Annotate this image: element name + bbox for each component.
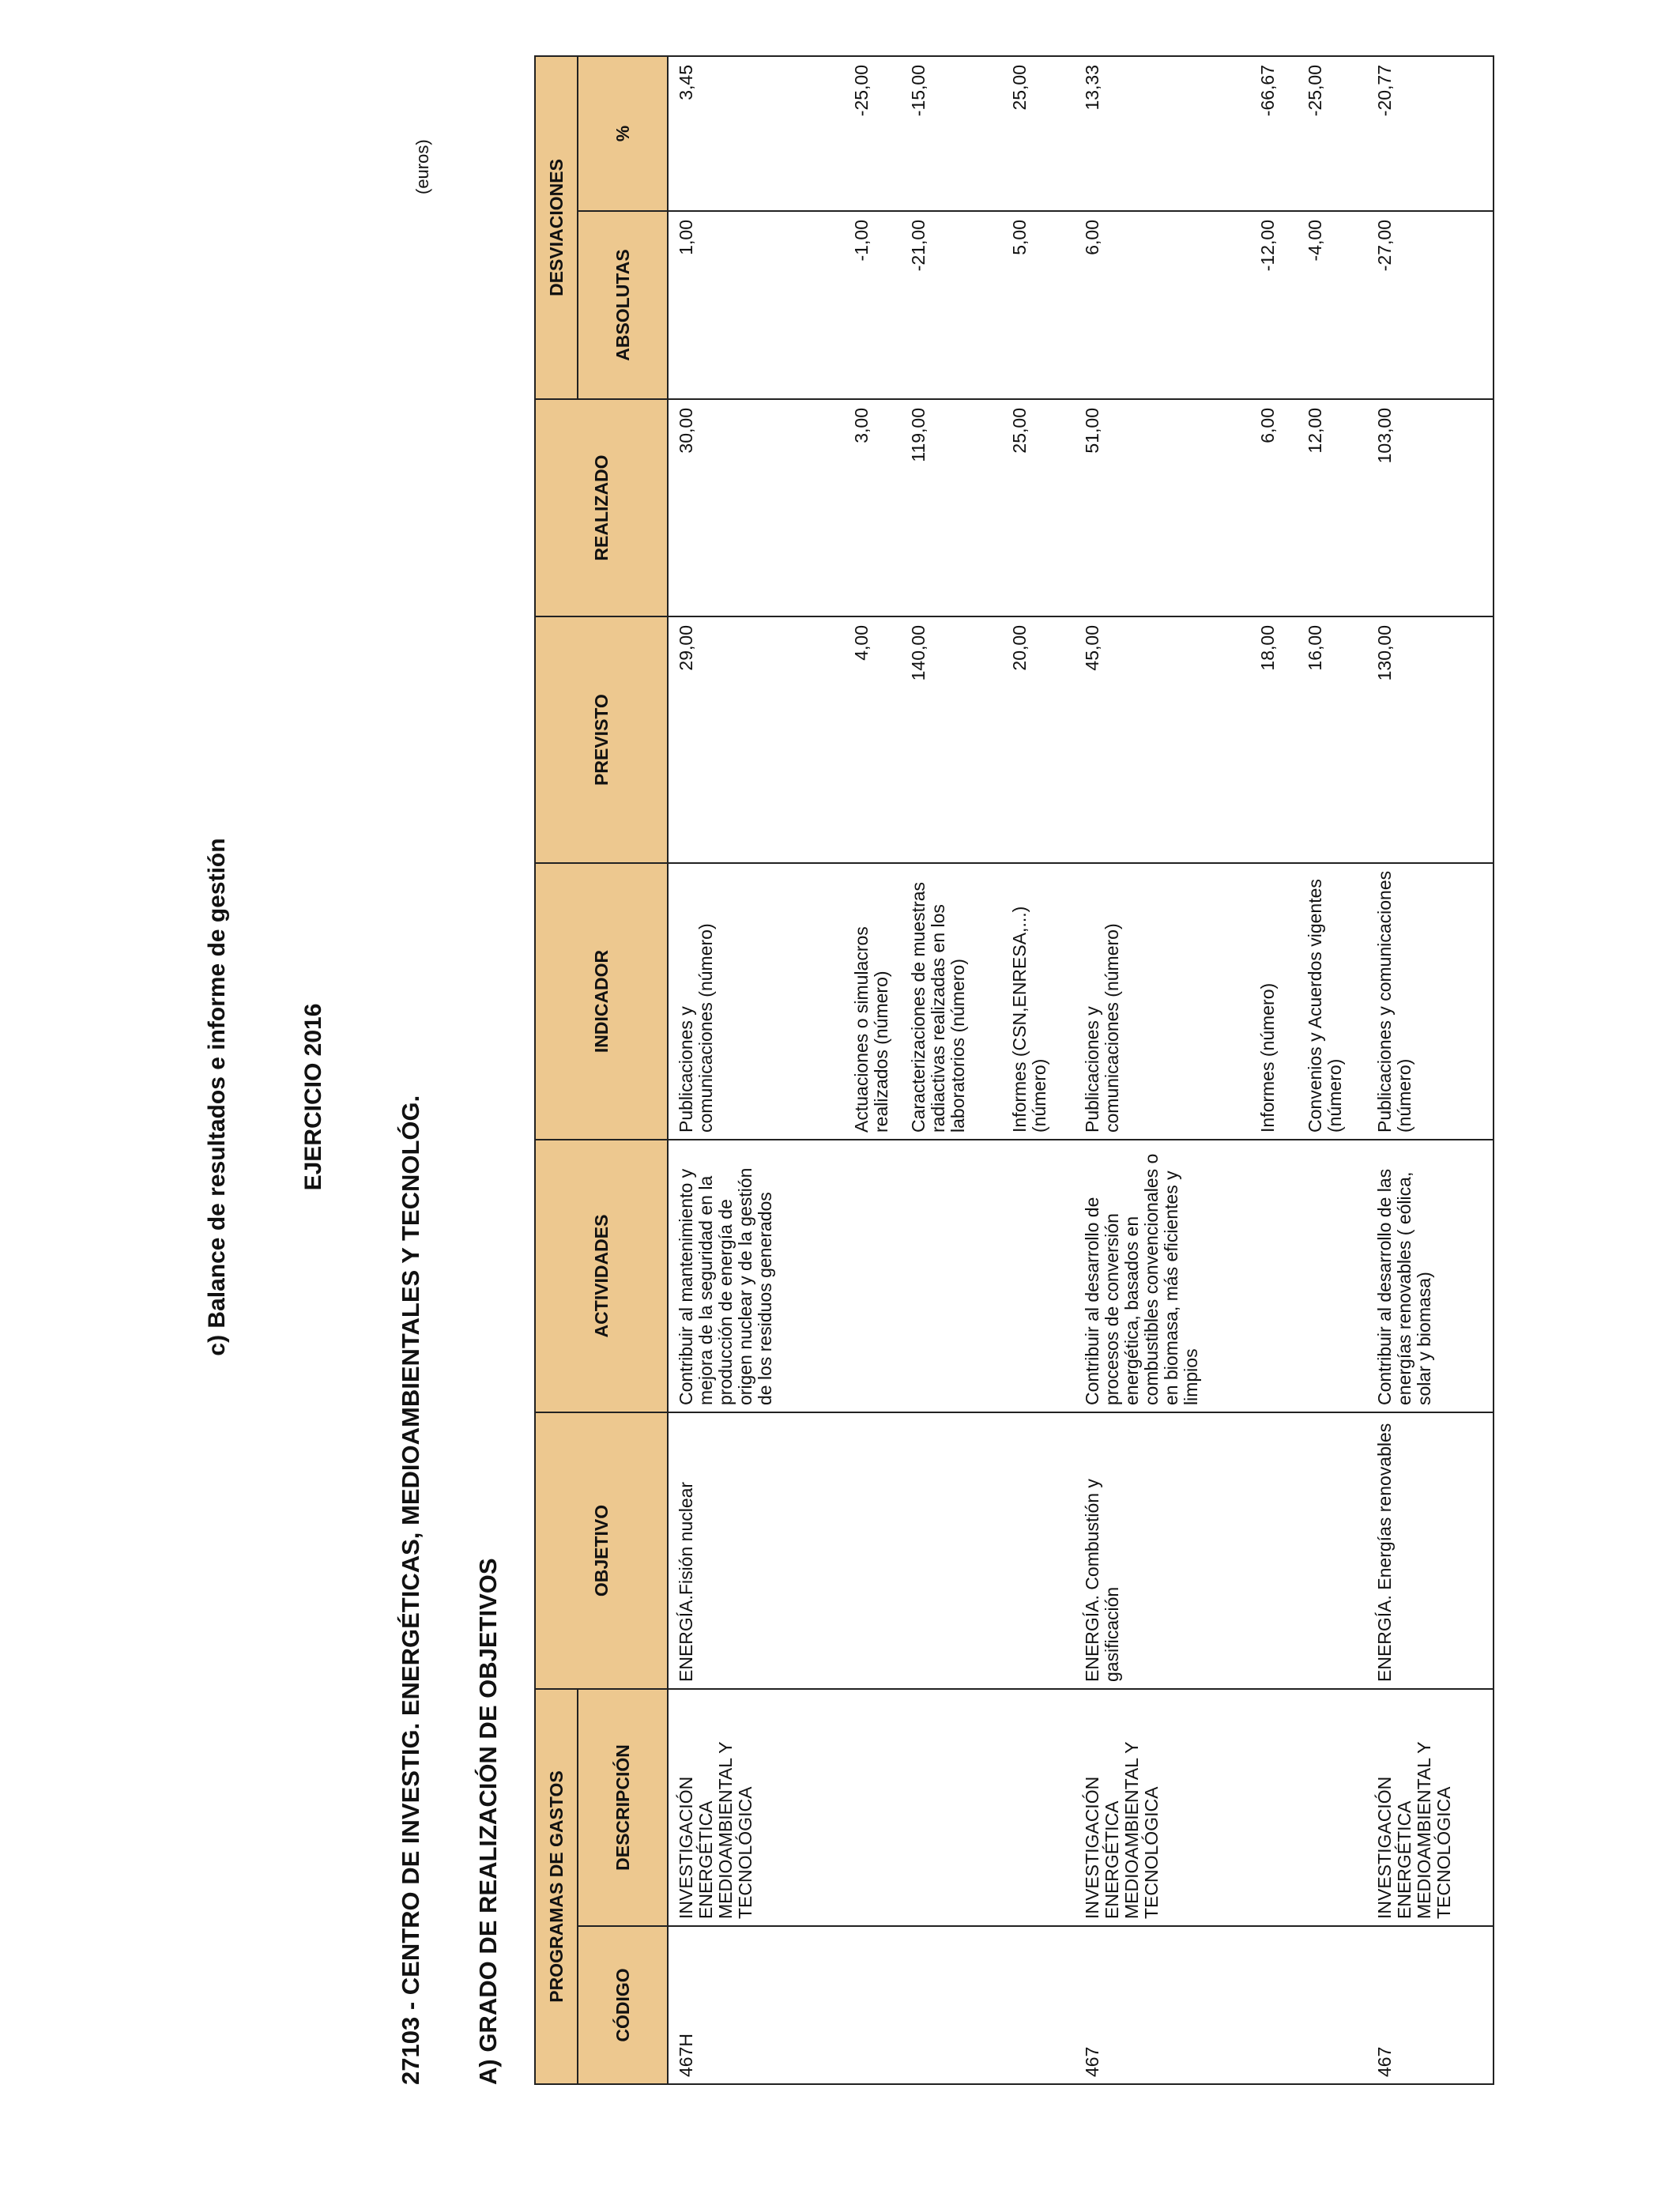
objetivo-cell: ENERGÍA.Fisión nuclear [676,1481,696,1682]
header-objetivo: OBJETIVO [535,1412,668,1689]
actividades-cell: Contribuir al desarrollo de procesos de conversión energética, basados en combustibles convencionales o en biomasa, más eficientes y limpios [1082,1153,1201,1405]
objectives-table [534,55,1494,2085]
previsto-cell: 4,00 [851,625,872,661]
indicador-cell: Publicaciones y comunicaciones (número) [1082,923,1122,1133]
absolutas-cell: -4,00 [1305,220,1325,262]
header-codigo: CÓDIGO [578,1926,668,2084]
objetivo-cell: ENERGÍA. Energías renovables [1374,1423,1395,1682]
header-actividades: ACTIVIDADES [535,1140,668,1412]
exercise-year: EJERCICIO 2016 [300,1003,326,1191]
previsto-cell: 130,00 [1374,625,1395,681]
porcentaje-cell: 25,00 [1009,64,1030,111]
previsto-cell: 140,00 [908,625,929,681]
descripcion-cell: INVESTIGACIÓN ENERGÉTICA MEDIOAMBIENTAL Y TECNOLÓGICA [1374,1741,1454,1919]
previsto-cell: 16,00 [1305,625,1325,671]
indicador-cell: Informes (número) [1257,982,1278,1133]
realizado-cell: 12,00 [1305,408,1325,454]
units-label: (euros) [412,139,432,194]
header-porcentaje: % [578,56,668,211]
absolutas-cell: -27,00 [1374,220,1395,272]
codigo-cell: 467 [1374,2046,1395,2077]
entity-heading: 27103 - CENTRO DE INVESTIG. ENERGÉTICAS, MEDIOAMBIENTALES Y TECNOLÓG. [397,1095,424,2085]
realizado-cell: 6,00 [1257,408,1278,443]
table-row [1075,56,1367,2084]
realizado-cell: 25,00 [1009,408,1030,454]
indicador-cell: Publicaciones y comunicaciones (número) [1374,870,1414,1133]
header-realizado: REALIZADO [535,399,668,616]
indicador-cell: Publicaciones y comunicaciones (número) [676,923,716,1133]
codigo-cell: 467 [1082,2046,1102,2077]
descripcion-cell: INVESTIGACIÓN ENERGÉTICA MEDIOAMBIENTAL Y TECNOLÓGICA [1082,1741,1162,1919]
descripcion-cell: INVESTIGACIÓN ENERGÉTICA MEDIOAMBIENTAL Y TECNOLÓGICA [676,1741,755,1919]
porcentaje-cell: -20,77 [1374,64,1395,117]
header-indicador: INDICADOR [535,863,668,1140]
absolutas-cell: 6,00 [1082,220,1102,255]
document-title: c) Balance de resultados e informe de gestión [204,838,230,1356]
absolutas-cell: -21,00 [908,220,929,272]
header-programas-de-gastos: PROGRAMAS DE GASTOS [535,1689,578,2084]
previsto-cell: 45,00 [1082,625,1102,671]
table-row [668,56,1075,2084]
header-desviaciones: DESVIACIONES [535,56,578,399]
absolutas-cell: 1,00 [676,220,696,255]
indicador-cell: Convenios y Acuerdos vigentes (número) [1305,879,1345,1133]
indicador-cell: Caracterizaciones de muestras radiactivas realizadas en los laboratorios (número) [908,881,968,1133]
realizado-cell: 3,00 [851,408,872,443]
actividades-cell: Contribuir al mantenimiento y mejora de la seguridad en la producción de energía de origen nuclear y de la gestión de los residuos generados [676,1167,775,1405]
previsto-cell: 29,00 [676,625,696,671]
porcentaje-cell: 3,45 [676,64,696,100]
section-heading: A) GRADO DE REALIZACIÓN DE OBJETIVOS [474,1558,502,2085]
realizado-cell: 119,00 [908,408,929,462]
porcentaje-cell: -25,00 [1305,64,1325,117]
absolutas-cell: -12,00 [1257,220,1278,272]
codigo-cell: 467H [676,2034,696,2077]
objetivo-cell: ENERGÍA. Combustión y gasificación [1082,1479,1122,1682]
table-row [1367,56,1494,2084]
absolutas-cell: 5,00 [1009,220,1030,255]
porcentaje-cell: -15,00 [908,64,929,117]
realizado-cell: 103,00 [1374,408,1395,464]
realizado-cell: 30,00 [676,408,696,454]
actividades-cell: Contribuir al desarrollo de las energías renovables ( eólica, solar y biomasa) [1374,1168,1434,1405]
indicador-cell: Informes (CSN,ENRESA,...) (número) [1009,906,1049,1133]
realizado-cell: 51,00 [1082,408,1102,454]
porcentaje-cell: -66,67 [1257,64,1278,117]
header-descripcion: DESCRIPCIÓN [578,1689,668,1926]
previsto-cell: 18,00 [1257,625,1278,671]
porcentaje-cell: 13,33 [1082,64,1102,111]
header-absolutas: ABSOLUTAS [578,211,668,399]
header-previsto: PREVISTO [535,616,668,863]
previsto-cell: 20,00 [1009,625,1030,671]
absolutas-cell: -1,00 [851,220,872,262]
indicador-cell: Actuaciones o simulacros realizados (número) [851,926,891,1133]
porcentaje-cell: -25,00 [851,64,872,117]
